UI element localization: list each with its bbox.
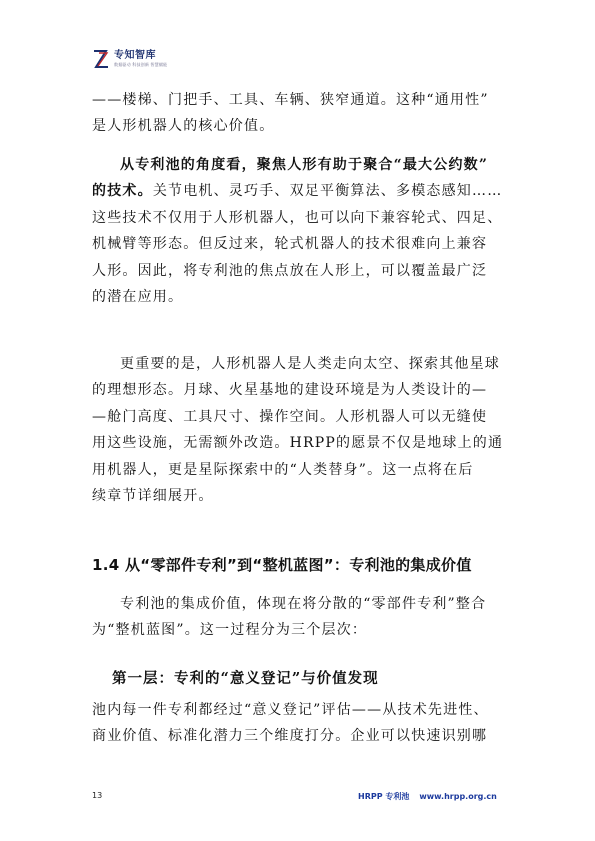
header-logo [92,46,167,72]
text-line: 续章节详细展开。 [92,488,214,505]
paragraph-2 [92,152,506,310]
paragraph-4 [92,591,506,644]
footer-brand [358,791,507,802]
text-line: 专利池的集成价值，体现在将分散的“零部件专利”整合 [120,596,487,612]
text-line: 是人形机器人的核心价值。 [92,118,275,135]
paragraph-5 [92,697,506,750]
logo-icon [92,49,110,69]
text-line-bold: 从专利池的角度看，聚焦人形有助于聚合“最大公约数” [120,157,489,173]
paragraph-1 [92,87,506,140]
text-line-bold: 的技术。 [92,183,153,200]
text-line: ——楼梯、门把手、工具、车辆、狭窄通道。这种“通用性” [92,92,489,108]
text-line: 商业价值、标准化潜力三个维度打分。企业可以快速识别哪 [92,728,488,745]
text-line: 关节电机、灵巧手、双足平衡算法、多模态感知…… [152,183,503,200]
subheading: 第一层：专利的“意义登记”与价值发现 [112,670,379,687]
text-line: 用机器人，更是星际探索中的“人类替身”。这一点将在后 [92,461,474,478]
text-line: —舱门高度、工具尺寸、操作空间。人形机器人可以无缝使 [92,408,488,425]
text-line: 的潜在应用。 [92,289,184,306]
paragraph-3 [92,351,506,509]
footer-brand-name: HRPP 专利池 [358,792,410,801]
text-line: 机械臂等形态。但反过来，轮式机器人的技术很难向上兼容 [92,236,488,253]
text-line: 为“整机蓝图”。这一过程分为三个层次： [92,622,368,639]
text-line: 的理想形态。月球、火星基地的建设环境是为人类设计的— [92,382,488,399]
section-heading: 1.4 从“零部件专利”到“整机蓝图”：专利池的集成价值 [92,556,472,574]
text-line: 这些技术不仅用于人形机器人，也可以向下兼容轮式、四足、 [92,209,503,226]
logo-name: 专知智库 [114,50,156,61]
footer-url[interactable]: www.hrpp.org.cn [419,792,497,801]
page-number: 13 [92,791,103,800]
logo-tagline: 数据驱动 科技创新 智慧赋能 [114,62,168,67]
text-line: 人形。因此，将专利池的焦点放在人形上，可以覆盖最广泛 [92,262,488,279]
text-line: 池内每一件专利都经过“意义登记”评估——从技术先进性、 [92,702,489,718]
text-line: 用这些设施，无需额外改造。HRPP的愿景不仅是地球上的通 [92,435,504,452]
text-line: 更重要的是，人形机器人是人类走向太空、探索其他星球 [120,356,500,372]
